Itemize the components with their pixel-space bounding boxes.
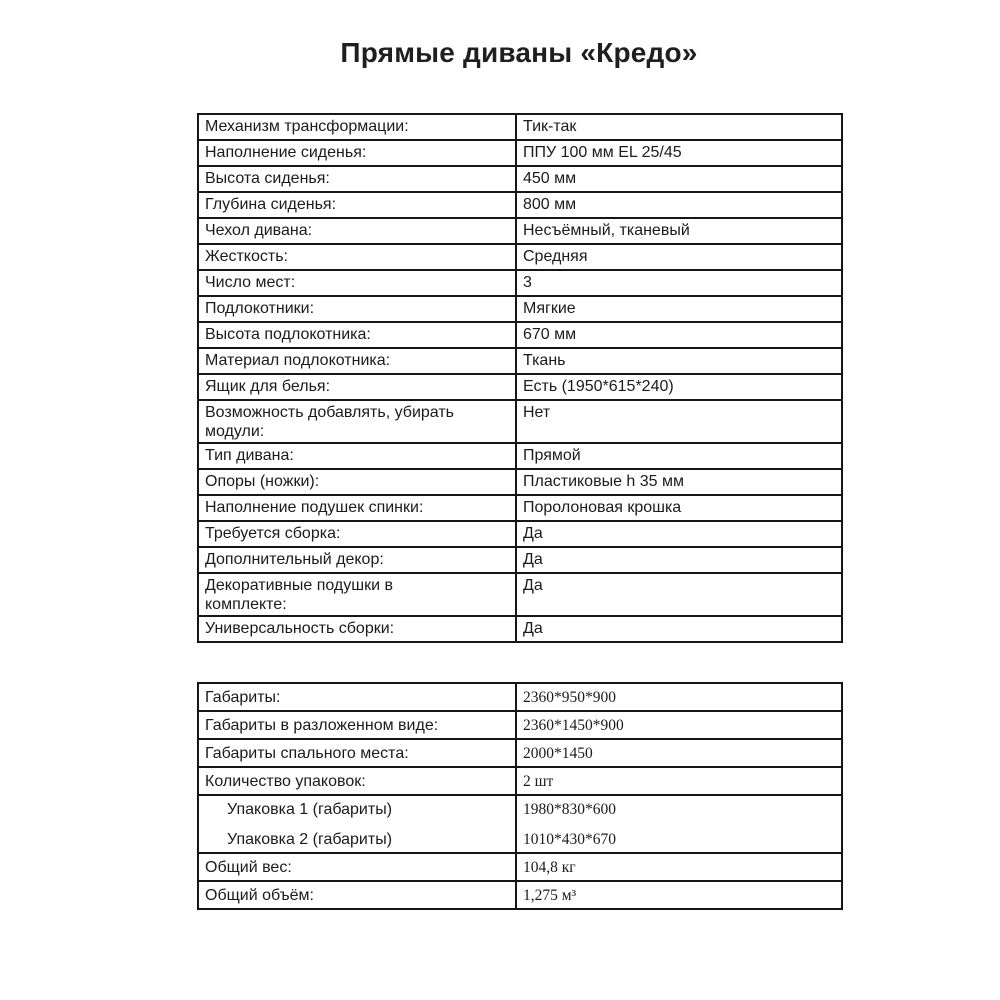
- spec-value: Нет: [516, 400, 842, 443]
- table-row: [198, 443, 842, 469]
- table-row: [198, 348, 842, 374]
- table-row: [198, 166, 842, 192]
- spec-label: Тип дивана:: [205, 447, 294, 464]
- spec-label-cell: [198, 296, 516, 322]
- spec-label: Наполнение сиденья:: [205, 144, 367, 161]
- dimension-label-cell: [198, 739, 516, 767]
- spec-label: Универсальность сборки:: [205, 620, 395, 637]
- spec-label-cell: [198, 140, 516, 166]
- page-title: Прямые диваны «Кредо»: [340, 37, 698, 68]
- spec-value: Несъёмный, тканевый: [516, 218, 842, 244]
- spec-value: Есть (1950*615*240): [516, 374, 842, 400]
- table-row: [198, 114, 842, 140]
- dimension-label-cell: [198, 881, 516, 909]
- spec-label: Опоры (ножки):: [205, 473, 320, 490]
- table-row: [198, 853, 842, 881]
- dimension-label: Габариты спального места:: [205, 745, 409, 762]
- spec-value: Поролоновая крошка: [516, 495, 842, 521]
- table-row: [198, 547, 842, 573]
- spec-label: Декоративные подушки в комплекте:: [205, 577, 393, 613]
- spec-label: Ящик для белья:: [205, 378, 331, 395]
- table-row: [198, 244, 842, 270]
- dimension-value-cell: [516, 711, 842, 739]
- table-row: [198, 192, 842, 218]
- spec-label: Число мест:: [205, 274, 296, 291]
- table-row: [198, 616, 842, 642]
- table-row: [198, 469, 842, 495]
- dimension-value-cell: [516, 683, 842, 711]
- dimension-label-cell: [198, 767, 516, 795]
- dimension-label: Габариты в разложенном виде:: [205, 717, 439, 734]
- dimension-value: 2000*1450: [523, 745, 593, 762]
- spec-label-cell: [198, 114, 516, 140]
- spec-label-cell: [198, 400, 516, 443]
- table-row: [198, 795, 842, 853]
- spec-label-cell: [198, 573, 516, 616]
- spec-value: Да: [516, 616, 842, 642]
- spec-label: Высота сиденья:: [205, 170, 330, 187]
- spec-value: 450 мм: [516, 166, 842, 192]
- spec-label-cell: [198, 616, 516, 642]
- spec-label-cell: [198, 443, 516, 469]
- spec-label-cell: [198, 374, 516, 400]
- dimensions-table: [197, 682, 843, 910]
- dimension-value: 1010*430*670: [523, 831, 616, 848]
- spec-value: Пластиковые h 35 мм: [516, 469, 842, 495]
- document-page: [0, 36, 1000, 1000]
- spec-label-cell: [198, 469, 516, 495]
- table-row: [198, 322, 842, 348]
- spec-label-cell: [198, 495, 516, 521]
- table-row: [198, 218, 842, 244]
- dimension-value-cell: [516, 795, 842, 853]
- spec-value: Мягкие: [516, 296, 842, 322]
- table-row: [198, 521, 842, 547]
- dimension-value-cell: [516, 853, 842, 881]
- dimension-value: 2360*1450*900: [523, 717, 624, 734]
- spec-label-cell: [198, 192, 516, 218]
- spec-label-cell: [198, 547, 516, 573]
- table-row: [198, 270, 842, 296]
- spec-table: [197, 113, 843, 643]
- dimension-label: Общий вес:: [205, 859, 292, 876]
- table-row: [198, 296, 842, 322]
- dimension-value: 2 шт: [523, 773, 554, 790]
- spec-label-cell: [198, 521, 516, 547]
- spec-label-cell: [198, 166, 516, 192]
- table-row: [198, 683, 842, 711]
- spec-value: Да: [516, 573, 842, 616]
- spec-value: Средняя: [516, 244, 842, 270]
- table-row: [198, 495, 842, 521]
- spec-value: 3: [516, 270, 842, 296]
- dimension-value: 104,8 кг: [523, 859, 576, 876]
- spec-label: Глубина сиденья:: [205, 196, 337, 213]
- spec-label-cell: [198, 270, 516, 296]
- spec-label: Требуется сборка:: [205, 525, 341, 542]
- spec-label: Подлокотники:: [205, 300, 315, 317]
- dimension-label: Общий объём:: [205, 887, 314, 904]
- dimension-value: 1980*830*600: [523, 801, 616, 818]
- table-row: [198, 140, 842, 166]
- dimension-value-cell: [516, 881, 842, 909]
- spec-label: Высота подлокотника:: [205, 326, 371, 343]
- spec-value: Прямой: [516, 443, 842, 469]
- dimension-label-cell: [198, 795, 516, 853]
- spec-label: Дополнительный декор:: [205, 551, 384, 568]
- dimension-value-cell: [516, 767, 842, 795]
- dimension-label-cell: [198, 853, 516, 881]
- dimension-label-cell: [198, 711, 516, 739]
- dimension-label: Количество упаковок:: [205, 773, 366, 790]
- spec-value: Тик-так: [516, 114, 842, 140]
- table-row: [198, 881, 842, 909]
- spec-label: Жесткость:: [205, 248, 288, 265]
- spec-label: Материал подлокотника:: [205, 352, 391, 369]
- table-row: [198, 767, 842, 795]
- spec-label: Наполнение подушек спинки:: [205, 499, 424, 516]
- spec-value: Ткань: [516, 348, 842, 374]
- table-row: [198, 711, 842, 739]
- table-row: [198, 573, 842, 616]
- spec-label-cell: [198, 218, 516, 244]
- spec-label-cell: [198, 244, 516, 270]
- table-row: [198, 400, 842, 443]
- spec-value: 670 мм: [516, 322, 842, 348]
- spec-label: Чехол дивана:: [205, 222, 313, 239]
- spec-label-cell: [198, 348, 516, 374]
- spec-label: Механизм трансформации:: [205, 118, 409, 135]
- spec-value: Да: [516, 521, 842, 547]
- table-row: [198, 374, 842, 400]
- dimension-value: 1,275 м³: [523, 887, 577, 904]
- dimension-label: Упаковка 2 (габариты): [227, 831, 393, 848]
- spec-value: ППУ 100 мм EL 25/45: [516, 140, 842, 166]
- spec-value: Да: [516, 547, 842, 573]
- spec-label: Возможность добавлять, убирать модули:: [205, 404, 454, 440]
- dimension-label: Габариты:: [205, 689, 281, 706]
- dimension-label: Упаковка 1 (габариты): [227, 801, 393, 818]
- dimension-value: 2360*950*900: [523, 689, 616, 706]
- dimension-value-cell: [516, 739, 842, 767]
- spec-label-cell: [198, 322, 516, 348]
- dimension-label-cell: [198, 683, 516, 711]
- table-row: [198, 739, 842, 767]
- spec-value: 800 мм: [516, 192, 842, 218]
